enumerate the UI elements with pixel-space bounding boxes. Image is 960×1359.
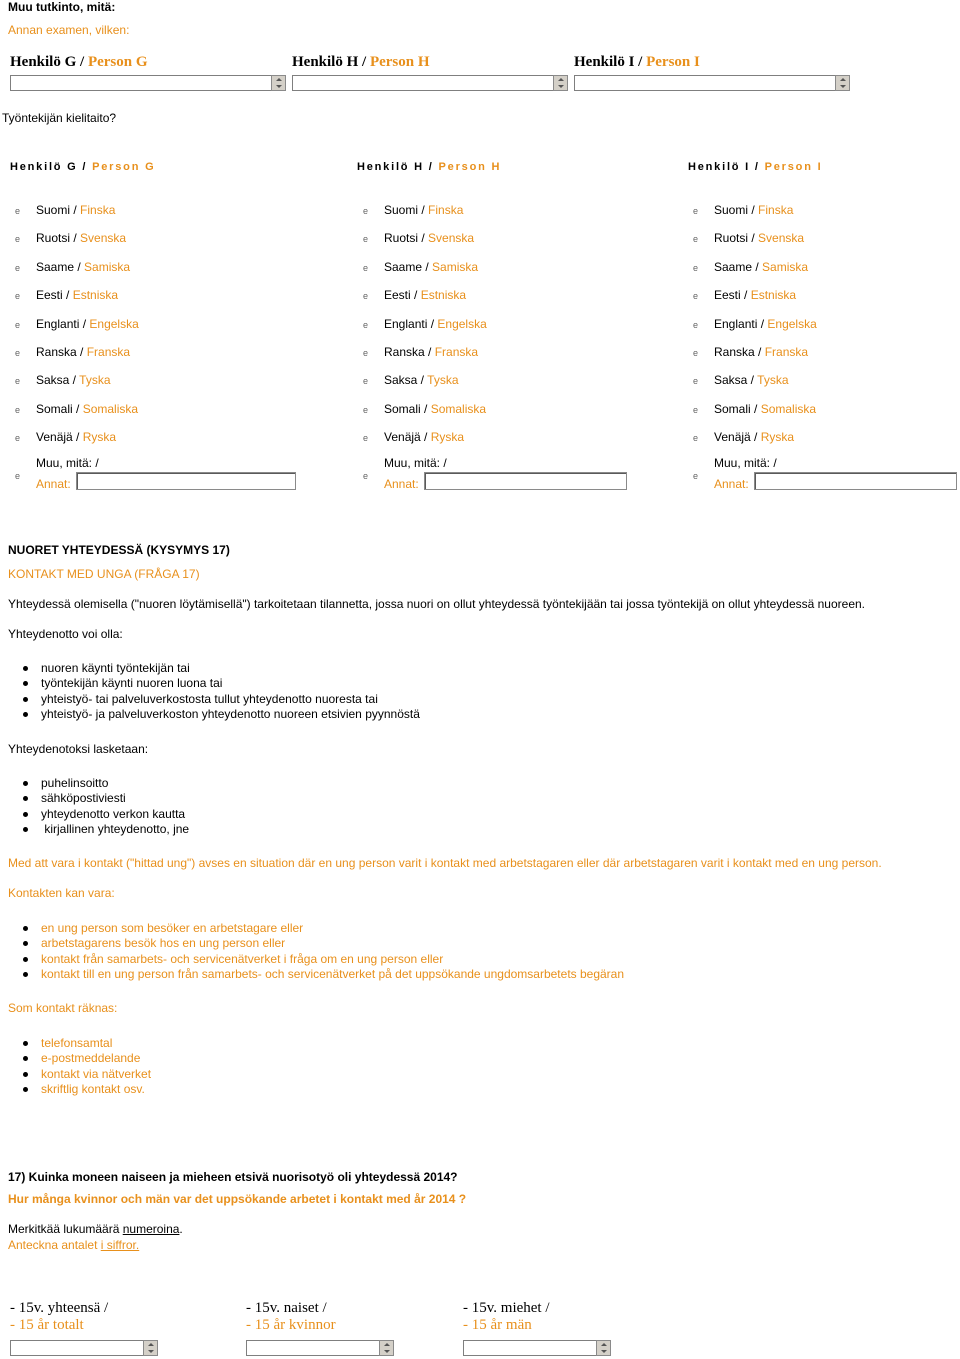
lang-header-g: Henkilö G / Person G [10,161,156,173]
intro-fi: Yhteydessä olemisella ("nuoren löytämisellä") tarkoitetaan tilannetta, jossa nuori on ollut yhteydessä työntekijään tai jossa työntekijä on ollut yhteydessä nuoreen. [8,597,866,611]
lang-label: Saame / Samiska [714,259,809,274]
scrollbar[interactable] [553,75,568,91]
counted-fi: Yhteydenotoksi lasketaan: [8,742,149,756]
list-item: yhteistyö- tai palveluverkostosta tullut yhteydenotto nuoresta tai [0,692,420,707]
lang-header-h: Henkilö H / Person H [357,161,502,173]
other-lang-label-fi: Muu, mitä: / [714,456,777,470]
list-item: työntekijän käynti nuoren luona tai [0,676,420,691]
lang-label: Somali / Somaliska [36,401,139,416]
list-item: kontakt från samarbets- och servicenätverket i fråga om en ung person eller [0,952,624,967]
list-item: kontakt via nätverket [0,1067,151,1082]
lang-label: Saksa / Tyska [36,373,111,388]
count-total-textarea[interactable] [10,1340,158,1356]
question-17-fi: 17) Kuinka moneen naiseen ja mieheen etsivä nuorisotyö oli yhteydessä 2014? [8,1170,458,1184]
counted-list-fi [0,776,189,837]
other-lang-label-sv: Annat: [384,477,419,491]
lang-checkbox-g-2[interactable]: e [15,234,21,245]
list-item: en ung person som besöker en arbetstagare eller [0,921,624,936]
lang-checkbox-h-5[interactable]: e [363,319,369,330]
lang-label: Englanti / Engelska [714,316,817,331]
lang-label: Eesti / Estniska [714,288,797,303]
lang-checkbox-i-4[interactable]: e [693,291,699,302]
other-lang-input-i[interactable] [754,472,957,490]
list-item: puhelinsoitto [0,776,189,791]
lang-checkbox-h-2[interactable]: e [363,234,369,245]
list-item: telefonsamtal [0,1036,151,1051]
lang-label: Somali / Somaliska [384,401,487,416]
person-i-degree-textarea[interactable] [574,75,850,91]
list-item: skriftlig kontakt osv. [0,1082,151,1097]
lang-checkbox-h-1[interactable]: e [363,206,369,216]
lang-label: Ranska / Franska [36,345,131,359]
lang-label: Venäjä / Ryska [714,430,795,445]
other-lang-label-sv: Annat: [36,477,71,491]
list-item: arbetstagarens besök hos en ung person eller [0,936,624,951]
other-lang-input-g[interactable] [76,472,296,490]
lang-label: Englanti / Engelska [36,316,139,331]
count-men-label: - 15v. miehet / - 15 år män [463,1300,550,1333]
lang-checkbox-g-5[interactable]: e [15,319,21,330]
scrollbar[interactable] [835,75,850,91]
list-item: yhteistyö- ja palveluverkoston yhteydenotto nuoreen etsivien pyynnöstä [0,707,420,722]
person-h-header: Henkilö H / Person H [292,54,430,70]
lang-checkbox-i-1[interactable]: e [693,206,699,216]
can-be-sv: Kontakten kan vara: [8,886,115,900]
other-degree-label-sv: Annan examen, vilken: [8,23,130,37]
count-total-label: - 15v. yhteensä / - 15 år totalt [10,1300,109,1333]
lang-label: Ranska / Franska [384,345,479,359]
intro-sv: Med att vara i kontakt ("hittad ung") avses en situation där en ung person varit i kontakt med arbetstagaren eller där arbetstagaren varit i kontakt med en ung person. [8,856,882,870]
other-lang-input-h[interactable] [424,472,627,490]
lang-label: Ranska / Franska [714,345,809,359]
lang-label: Ruotsi / Svenska [714,231,805,246]
lang-label: Eesti / Estniska [384,288,467,303]
person-h-degree-textarea[interactable] [292,75,568,91]
lang-label: Venäjä / Ryska [36,430,117,445]
scrollbar[interactable] [379,1340,394,1356]
mark-instruction-sv: Anteckna antalet i siffror. [8,1238,140,1252]
lang-label: Suomi / Finska [36,203,116,217]
section-title-sv: KONTAKT MED UNGA (FRÅGA 17) [8,567,200,581]
mark-instruction-fi: Merkitkää lukumäärä numeroina. [8,1222,183,1236]
list-item: kontakt till en ung person från samarbets- och servicenätverket på det uppsökande ungdomsarbetets begäran [0,967,624,982]
lang-checkbox-i-2[interactable]: e [693,234,699,245]
counted-list-sv [0,1036,151,1097]
lang-checkbox-g-other[interactable]: e [15,471,21,481]
scrollbar[interactable] [143,1340,158,1356]
lang-label: Saame / Samiska [36,259,131,274]
person-g-degree-textarea[interactable] [10,75,286,91]
other-lang-label-fi: Muu, mitä: / [384,456,447,470]
lang-checkbox-h-other[interactable]: e [363,471,369,481]
other-degree-label-fi: Muu tutkinto, mitä: [8,0,116,14]
lang-checkbox-i-9[interactable]: e [693,433,699,444]
lang-label: Saame / Samiska [384,259,479,274]
language-question: Työntekijän kielitaito? [2,111,117,125]
question-17-sv: Hur många kvinnor och män var det uppsökande arbetet i kontakt med år 2014 ? [8,1192,467,1206]
lang-label: Saksa / Tyska [384,373,459,388]
scrollbar[interactable] [271,75,286,91]
person-i-header: Henkilö I / Person I [574,54,700,70]
lang-checkbox-g-1[interactable]: e [15,206,21,216]
count-women-label: - 15v. naiset / - 15 år kvinnor [246,1300,336,1333]
lang-label: Venäjä / Ryska [384,430,465,445]
lang-label: Suomi / Finska [714,203,794,217]
counted-sv: Som kontakt räknas: [8,1001,118,1015]
lang-checkbox-h-7[interactable]: e [363,376,369,387]
lang-label: Englanti / Engelska [384,316,487,331]
lang-checkbox-g-7[interactable]: e [15,376,21,387]
lang-label: Ruotsi / Svenska [384,231,475,246]
lang-checkbox-g-9[interactable]: e [15,433,21,444]
list-item: e-postmeddelande [0,1051,151,1066]
count-men-textarea[interactable] [463,1340,611,1356]
can-be-list-fi [0,661,420,722]
lang-checkbox-i-other[interactable]: e [693,471,699,481]
lang-checkbox-h-4[interactable]: e [363,291,369,302]
other-lang-label-sv: Annat: [714,477,749,491]
lang-checkbox-i-5[interactable]: e [693,319,699,330]
count-women-textarea[interactable] [246,1340,394,1356]
scrollbar[interactable] [596,1340,611,1356]
lang-label: Suomi / Finska [384,203,464,217]
section-title-fi: NUORET YHTEYDESSÄ (KYSYMYS 17) [8,543,230,557]
person-g-header: Henkilö G / Person G [10,54,148,70]
lang-label: Ruotsi / Svenska [36,231,127,246]
lang-header-i: Henkilö I / Person I [688,161,823,173]
lang-checkbox-g-8[interactable]: e [15,404,21,415]
lang-checkbox-h-8[interactable]: e [363,404,369,415]
lang-checkbox-i-7[interactable]: e [693,376,699,387]
lang-checkbox-h-3[interactable]: e [363,262,369,273]
list-item: kirjallinen yhteydenotto, jne [0,822,189,837]
can-be-fi: Yhteydenotto voi olla: [8,627,123,641]
list-item: nuoren käynti työntekijän tai [0,661,420,676]
lang-checkbox-g-3[interactable]: e [15,262,21,273]
lang-label: Somali / Somaliska [714,401,817,416]
lang-checkbox-g-6[interactable]: e [15,348,21,358]
other-lang-label-fi: Muu, mitä: / [36,456,99,470]
lang-checkbox-i-6[interactable]: e [693,348,699,358]
lang-label: Eesti / Estniska [36,288,119,303]
list-item: yhteydenotto verkon kautta [0,807,189,822]
lang-checkbox-h-6[interactable]: e [363,348,369,358]
lang-checkbox-h-9[interactable]: e [363,433,369,444]
lang-label: Saksa / Tyska [714,373,789,388]
lang-checkbox-i-3[interactable]: e [693,262,699,273]
list-item: sähköpostiviesti [0,791,189,806]
can-be-list-sv [0,921,624,982]
lang-checkbox-g-4[interactable]: e [15,291,21,302]
lang-checkbox-i-8[interactable]: e [693,404,699,415]
